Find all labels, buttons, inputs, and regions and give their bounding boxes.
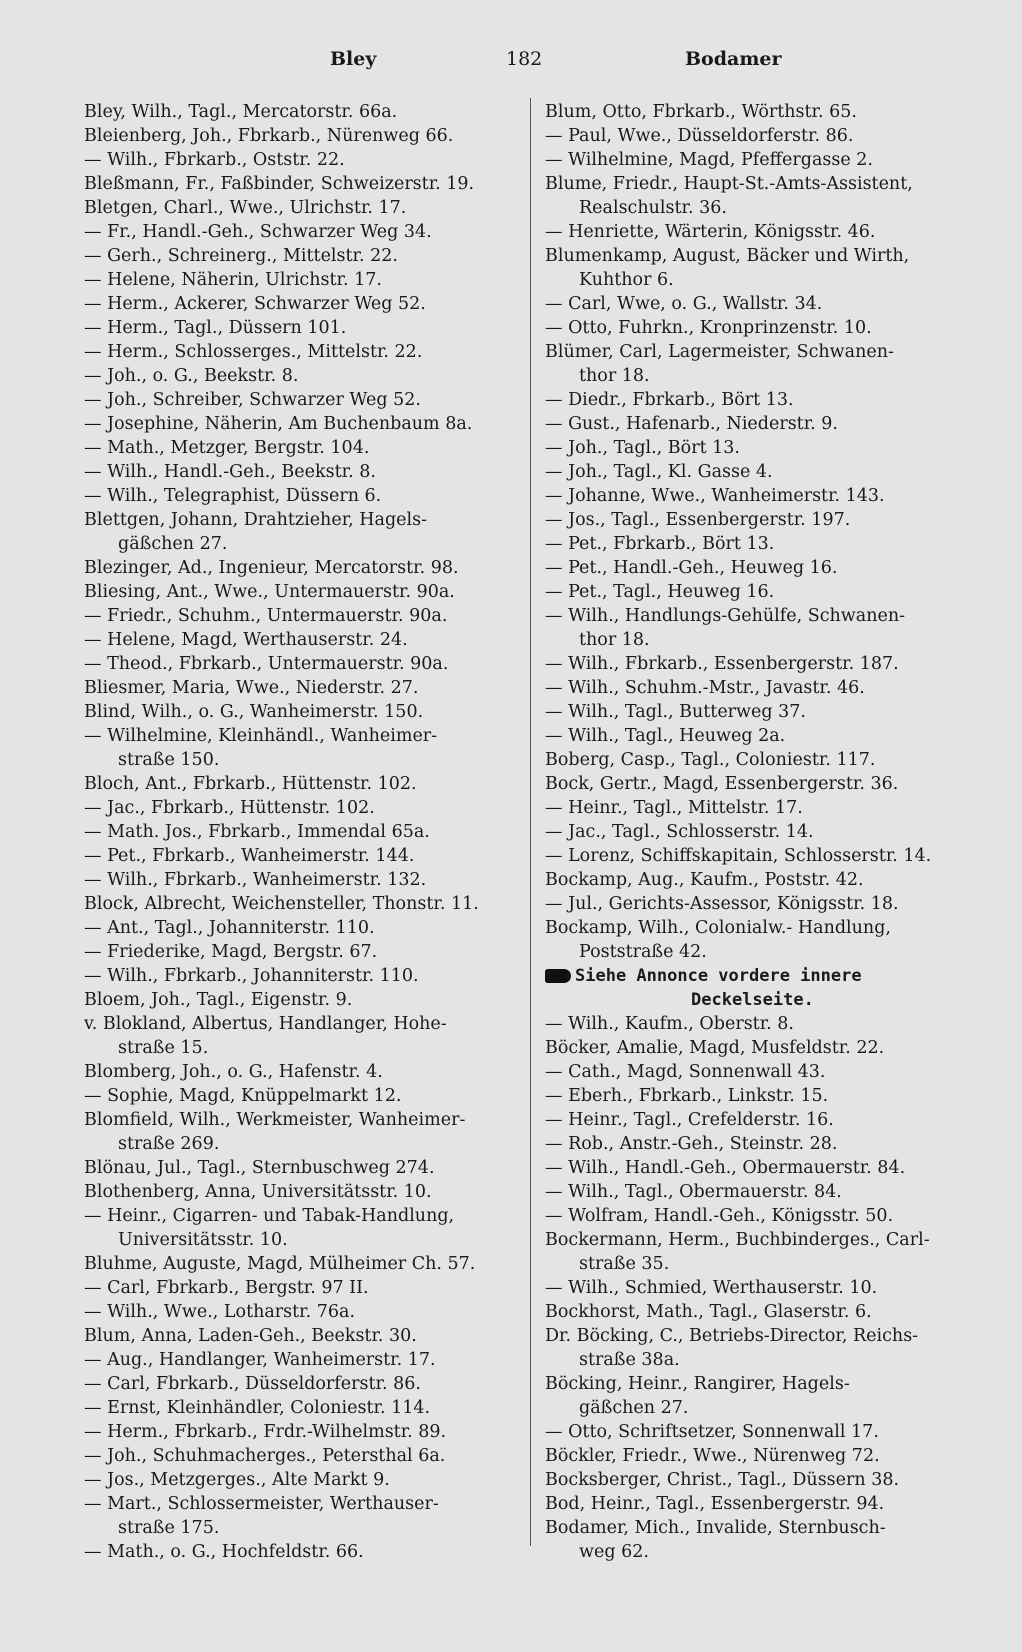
directory-entry-line: — Heinr., Tagl., Crefelderstr. 16.: [545, 1110, 834, 1130]
directory-entry-line: — Joh., o. G., Beekstr. 8.: [84, 366, 299, 386]
directory-entry-line: — Paul, Wwe., Düsseldorferstr. 86.: [545, 126, 854, 146]
right-column: [545, 100, 975, 1564]
directory-entry-line: Universitätsstr. 10.: [118, 1230, 288, 1250]
directory-entry-line: Blezinger, Ad., Ingenieur, Mercatorstr. 98.: [84, 558, 459, 578]
directory-entry-line: Bod, Heinr., Tagl., Essenbergerstr. 94.: [545, 1494, 885, 1514]
directory-entry-line: — Joh., Tagl., Kl. Gasse 4.: [545, 462, 773, 482]
directory-entry-line: — Wilh., Kaufm., Oberstr. 8.: [545, 1014, 794, 1034]
directory-entry-line: Bockamp, Wilh., Colonialw.- Handlung,: [545, 918, 891, 938]
directory-entry-line: Blum, Anna, Laden-Geh., Beekstr. 30.: [84, 1326, 417, 1346]
left-column: [84, 100, 522, 1564]
directory-entry-line: — Theod., Fbrkarb., Untermauerstr. 90a.: [84, 654, 449, 674]
directory-entry-line: Blothenberg, Anna, Universitätsstr. 10.: [84, 1182, 432, 1202]
directory-entry-line: — Heinr., Cigarren- und Tabak-Handlung,: [84, 1206, 455, 1226]
directory-entry-line: Poststraße 42.: [579, 942, 707, 962]
directory-entry-line: — Jos., Tagl., Essenbergerstr. 197.: [545, 510, 851, 530]
page-header: [0, 42, 1022, 82]
directory-entry-line: — Herm., Schlosserges., Mittelstr. 22.: [84, 342, 423, 362]
directory-entry-line: — Rob., Anstr.-Geh., Steinstr. 28.: [545, 1134, 838, 1154]
directory-entry-line: Bloem, Joh., Tagl., Eigenstr. 9.: [84, 990, 353, 1010]
directory-entry-line: Dr. Böcking, C., Betriebs-Director, Reichs-: [545, 1326, 919, 1346]
directory-entry-line: — Diedr., Fbrkarb., Bört 13.: [545, 390, 794, 410]
header-first-entry: Bley: [330, 48, 377, 70]
directory-entry-line: — Wilh., Handl.-Geh., Obermauerstr. 84.: [545, 1158, 906, 1178]
directory-entry-line: — Wilh., Fbrkarb., Johanniterstr. 110.: [84, 966, 419, 986]
directory-entry-line: Blume, Friedr., Haupt-St.-Amts-Assistent,: [545, 174, 913, 194]
directory-entry-line: — Cath., Magd, Sonnenwall 43.: [545, 1062, 826, 1082]
page-number: 182: [506, 48, 543, 70]
directory-entry-line: — Wilhelmine, Magd, Pfeffergasse 2.: [545, 150, 873, 170]
directory-entry-line: Bleienberg, Joh., Fbrkarb., Nürenweg 66.: [84, 126, 454, 146]
directory-entry-line: — Jos., Metzgerges., Alte Markt 9.: [84, 1470, 390, 1490]
directory-entry-line: — Johanne, Wwe., Wanheimerstr. 143.: [545, 486, 885, 506]
directory-entry-line: — Pet., Tagl., Heuweg 16.: [545, 582, 775, 602]
directory-entry-line: — Gust., Hafenarb., Niederstr. 9.: [545, 414, 838, 434]
directory-entry-line: — Otto, Schriftsetzer, Sonnenwall 17.: [545, 1422, 879, 1442]
directory-entry-line: — Lorenz, Schiffskapitain, Schlosserstr. 14.: [545, 846, 932, 866]
directory-entry-line: Bliesing, Ant., Wwe., Untermauerstr. 90a.: [84, 582, 455, 602]
directory-entry-line: v. Blokland, Albertus, Handlanger, Hohe-: [84, 1014, 447, 1034]
directory-entry-line: — Sophie, Magd, Knüppelmarkt 12.: [84, 1086, 402, 1106]
directory-entry-line: — Wilh., Wwe., Lotharstr. 76a.: [84, 1302, 356, 1322]
directory-entry-line: — Jac., Fbrkarb., Hüttenstr. 102.: [84, 798, 375, 818]
column-divider: [530, 98, 531, 1546]
directory-entry-line: — Helene, Näherin, Ulrichstr. 17.: [84, 270, 382, 290]
directory-entry-line: Bockamp, Aug., Kaufm., Poststr. 42.: [545, 870, 864, 890]
header-last-entry: Bodamer: [685, 48, 782, 70]
directory-entry-line: Bockermann, Herm., Buchbinderges., Carl-: [545, 1230, 930, 1250]
directory-entry-line: — Carl, Fbrkarb., Bergstr. 97 II.: [84, 1278, 369, 1298]
directory-entry-line: Blomfield, Wilh., Werkmeister, Wanheimer-: [84, 1110, 466, 1130]
directory-entry-line: Blönau, Jul., Tagl., Sternbuschweg 274.: [84, 1158, 435, 1178]
directory-entry-line: thor 18.: [579, 630, 650, 650]
directory-entry-line: Deckelseite.: [691, 990, 814, 1010]
directory-entry-line: — Herm., Ackerer, Schwarzer Weg 52.: [84, 294, 426, 314]
directory-entry-line: — Joh., Schreiber, Schwarzer Weg 52.: [84, 390, 421, 410]
directory-entry-line: — Wilh., Tagl., Heuweg 2a.: [545, 726, 786, 746]
directory-entry-line: — Wilhelmine, Kleinhändl., Wanheimer-: [84, 726, 438, 746]
directory-entry-line: straße 35.: [579, 1254, 670, 1274]
directory-entry-line: — Josephine, Näherin, Am Buchenbaum 8a.: [84, 414, 473, 434]
directory-entry-line: — Wilh., Fbrkarb., Essenbergerstr. 187.: [545, 654, 899, 674]
directory-entry-line: straße 150.: [118, 750, 220, 770]
directory-entry-line: — Wilh., Handlungs-Gehülfe, Schwanen-: [545, 606, 906, 626]
directory-entry-line: weg 62.: [579, 1542, 649, 1562]
directory-entry-line: — Wilh., Telegraphist, Düssern 6.: [84, 486, 382, 506]
directory-entry-line: — Herm., Tagl., Düssern 101.: [84, 318, 347, 338]
directory-entry-line: Blomberg, Joh., o. G., Hafenstr. 4.: [84, 1062, 383, 1082]
directory-entry-line: — Jul., Gerichts-Assessor, Königsstr. 18.: [545, 894, 899, 914]
directory-entry-line: — Helene, Magd, Werthauserstr. 24.: [84, 630, 408, 650]
directory-entry-line: — Wilh., Tagl., Butterweg 37.: [545, 702, 806, 722]
directory-entry-line: — Pet., Handl.-Geh., Heuweg 16.: [545, 558, 838, 578]
directory-entry-line: straße 38a.: [579, 1350, 680, 1370]
directory-entry-line: — Gerh., Schreinerg., Mittelstr. 22.: [84, 246, 398, 266]
directory-entry-line: Blind, Wilh., o. G., Wanheimerstr. 150.: [84, 702, 424, 722]
directory-entry-line: — Carl, Fbrkarb., Düsseldorferstr. 86.: [84, 1374, 421, 1394]
directory-entry-line: — Heinr., Tagl., Mittelstr. 17.: [545, 798, 803, 818]
directory-entry-line: — Wilh., Fbrkarb., Oststr. 22.: [84, 150, 345, 170]
directory-entry-line: — Math., Metzger, Bergstr. 104.: [84, 438, 370, 458]
directory-entry-line: [545, 964, 975, 988]
directory-entry-line: Bockhorst, Math., Tagl., Glaserstr. 6.: [545, 1302, 872, 1322]
directory-entry-line: Bloch, Ant., Fbrkarb., Hüttenstr. 102.: [84, 774, 417, 794]
directory-entry-line: Blum, Otto, Fbrkarb., Wörthstr. 65.: [545, 102, 857, 122]
directory-entry-line: straße 269.: [118, 1134, 220, 1154]
directory-entry-line: Böcking, Heinr., Rangirer, Hagels-: [545, 1374, 850, 1394]
directory-entry-line: — Wilh., Handl.-Geh., Beekstr. 8.: [84, 462, 376, 482]
directory-entry-line: Bodamer, Mich., Invalide, Sternbusch-: [545, 1518, 886, 1538]
directory-entry-line: — Jac., Tagl., Schlosserstr. 14.: [545, 822, 814, 842]
directory-entry-line: — Herm., Fbrkarb., Frdr.-Wilhelmstr. 89.: [84, 1422, 447, 1442]
directory-entry-line: — Mart., Schlossermeister, Werthauser-: [84, 1494, 439, 1514]
annonce-text: Siehe Annonce vordere innere: [575, 966, 862, 986]
directory-entry-line: Bluhme, Auguste, Magd, Mülheimer Ch. 57.: [84, 1254, 476, 1274]
directory-entry-line: — Ant., Tagl., Johanniterstr. 110.: [84, 918, 375, 938]
directory-entry-line: — Wilh., Tagl., Obermauerstr. 84.: [545, 1182, 842, 1202]
directory-entry-line: Bletgen, Charl., Wwe., Ulrichstr. 17.: [84, 198, 407, 218]
directory-entry-line: — Wilh., Schmied, Werthauserstr. 10.: [545, 1278, 878, 1298]
directory-entry-line: — Wolfram, Handl.-Geh., Königsstr. 50.: [545, 1206, 894, 1226]
directory-entry-line: Bleßmann, Fr., Faßbinder, Schweizerstr. 19.: [84, 174, 475, 194]
directory-entry-line: — Wilh., Schuhm.-Mstr., Javastr. 46.: [545, 678, 865, 698]
directory-entry-line: — Henriette, Wärterin, Königsstr. 46.: [545, 222, 876, 242]
directory-entry-line: straße 175.: [118, 1518, 220, 1538]
directory-entry-line: — Friedr., Schuhm., Untermauerstr. 90a.: [84, 606, 448, 626]
directory-entry-line: Realschulstr. 36.: [579, 198, 727, 218]
directory-entry-line: Bliesmer, Maria, Wwe., Niederstr. 27.: [84, 678, 419, 698]
directory-entry-line: Blumenkamp, August, Bäcker und Wirth,: [545, 246, 910, 266]
directory-entry-line: — Eberh., Fbrkarb., Linkstr. 15.: [545, 1086, 829, 1106]
directory-entry-line: Blettgen, Johann, Drahtzieher, Hagels-: [84, 510, 428, 530]
directory-entry-line: Bocksberger, Christ., Tagl., Düssern 38.: [545, 1470, 900, 1490]
directory-entry-line: — Friederike, Magd, Bergstr. 67.: [84, 942, 378, 962]
directory-entry-line: — Math., o. G., Hochfeldstr. 66.: [84, 1542, 364, 1562]
directory-entry-line: Block, Albrecht, Weichensteller, Thonstr. 11.: [84, 894, 479, 914]
directory-entry-line: — Carl, Wwe, o. G., Wallstr. 34.: [545, 294, 823, 314]
directory-entry-line: — Aug., Handlanger, Wanheimerstr. 17.: [84, 1350, 436, 1370]
directory-entry-line: Böcker, Amalie, Magd, Musfeldstr. 22.: [545, 1038, 885, 1058]
directory-entry-line: — Ernst, Kleinhändler, Coloniestr. 114.: [84, 1398, 431, 1418]
directory-entry-line: Bock, Gertr., Magd, Essenbergerstr. 36.: [545, 774, 899, 794]
directory-entry-line: thor 18.: [579, 366, 650, 386]
directory-entry-line: Bley, Wilh., Tagl., Mercatorstr. 66a.: [84, 102, 398, 122]
pointing-hand-icon: [545, 969, 571, 983]
directory-entry-line: gäßchen 27.: [118, 534, 228, 554]
directory-entry-line: — Otto, Fuhrkn., Kronprinzenstr. 10.: [545, 318, 872, 338]
directory-entry-line: — Fr., Handl.-Geh., Schwarzer Weg 34.: [84, 222, 432, 242]
directory-entry-line: — Pet., Fbrkarb., Wanheimerstr. 144.: [84, 846, 415, 866]
directory-entry-line: Böckler, Friedr., Wwe., Nürenweg 72.: [545, 1446, 880, 1466]
directory-entry-line: — Joh., Tagl., Bört 13.: [545, 438, 740, 458]
directory-entry-line: Kuhthor 6.: [579, 270, 674, 290]
directory-entry-line: — Wilh., Fbrkarb., Wanheimerstr. 132.: [84, 870, 427, 890]
directory-entry-line: — Math. Jos., Fbrkarb., Immendal 65a.: [84, 822, 430, 842]
directory-entry-line: — Joh., Schuhmacherges., Petersthal 6a.: [84, 1446, 446, 1466]
directory-entry-line: Blümer, Carl, Lagermeister, Schwanen-: [545, 342, 894, 362]
directory-entry-line: straße 15.: [118, 1038, 209, 1058]
directory-entry-line: Boberg, Casp., Tagl., Coloniestr. 117.: [545, 750, 876, 770]
directory-entry-line: — Pet., Fbrkarb., Bört 13.: [545, 534, 775, 554]
directory-entry-line: gäßchen 27.: [579, 1398, 689, 1418]
